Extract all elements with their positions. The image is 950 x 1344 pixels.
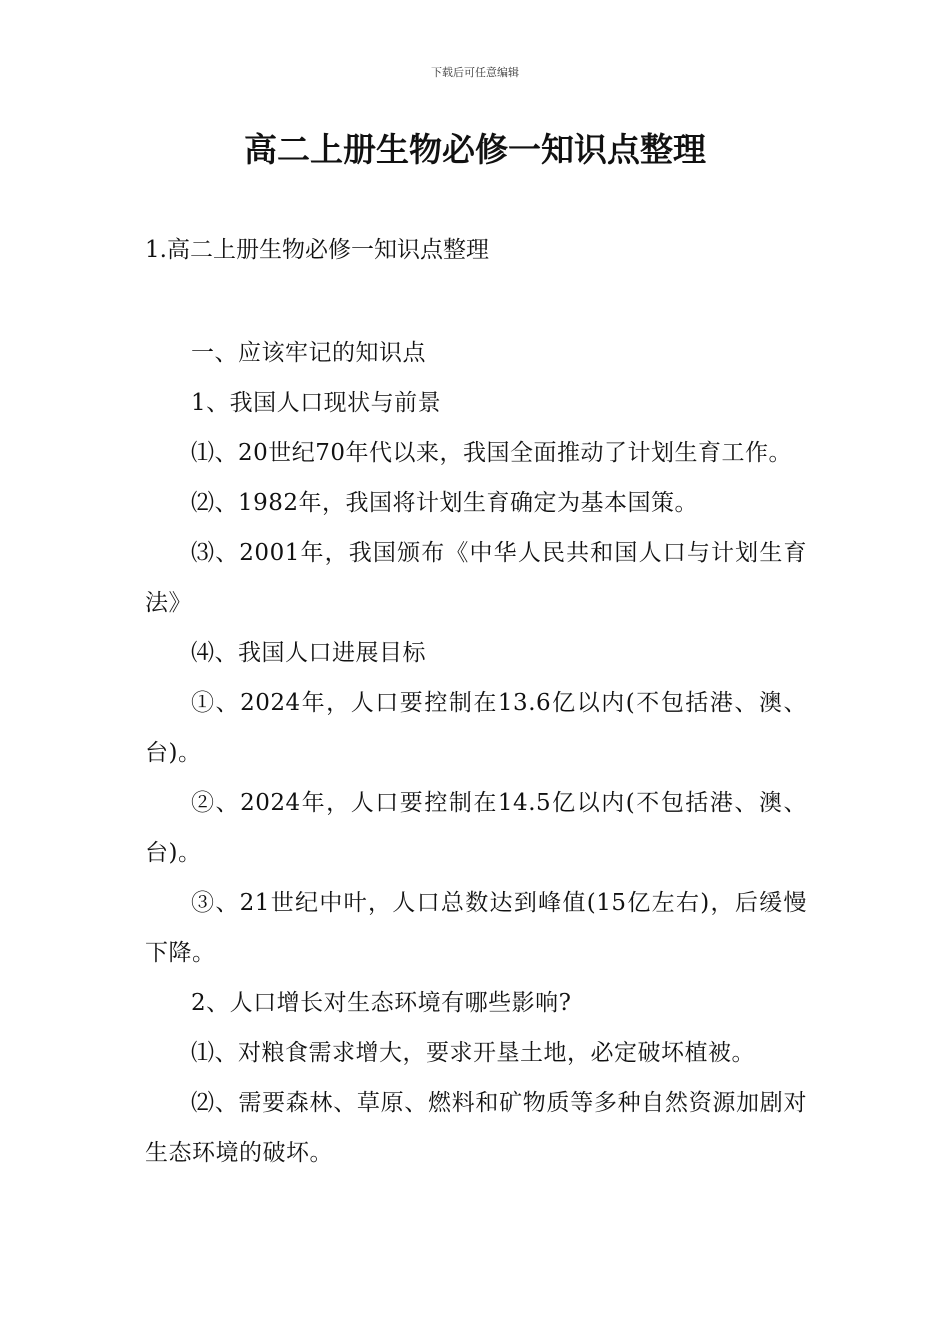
paragraph: ⑴、对粮食需求增大，要求开垦土地，必定破坏植被。 xyxy=(191,1040,755,1066)
paragraph: ⑶、2001年，我国颁布《中华人民共和国人口与计划生育法》 xyxy=(145,540,807,616)
paragraph: 一、应该牢记的知识点 xyxy=(191,340,426,366)
paragraph: ②、2024年，人口要控制在14.5亿以内(不包括港、澳、台)。 xyxy=(145,790,807,866)
section-heading: 1.高二上册生物必修一知识点整理 xyxy=(145,237,489,263)
paragraph: ③、21世纪中叶，人口总数达到峰值(15亿左右)，后缓慢下降。 xyxy=(145,890,807,966)
document-body xyxy=(145,328,807,1178)
paragraph: 1、我国人口现状与前景 xyxy=(191,390,442,416)
header-note: 下载后可任意编辑 xyxy=(431,66,519,79)
paragraph: ⑴、20世纪70年代以来，我国全面推动了计划生育工作。 xyxy=(191,440,793,466)
paragraph: ①、2024年，人口要控制在13.6亿以内(不包括港、澳、台)。 xyxy=(145,690,807,766)
paragraph: ⑵、需要森林、草原、燃料和矿物质等多种自然资源加剧对生态环境的破坏。 xyxy=(145,1090,807,1166)
document-title: 高二上册生物必修一知识点整理 xyxy=(244,130,706,169)
paragraph: 2、人口增长对生态环境有哪些影响? xyxy=(191,990,572,1016)
paragraph: ⑷、我国人口进展目标 xyxy=(191,640,426,666)
paragraph: ⑵、1982年，我国将计划生育确定为基本国策。 xyxy=(191,490,699,516)
